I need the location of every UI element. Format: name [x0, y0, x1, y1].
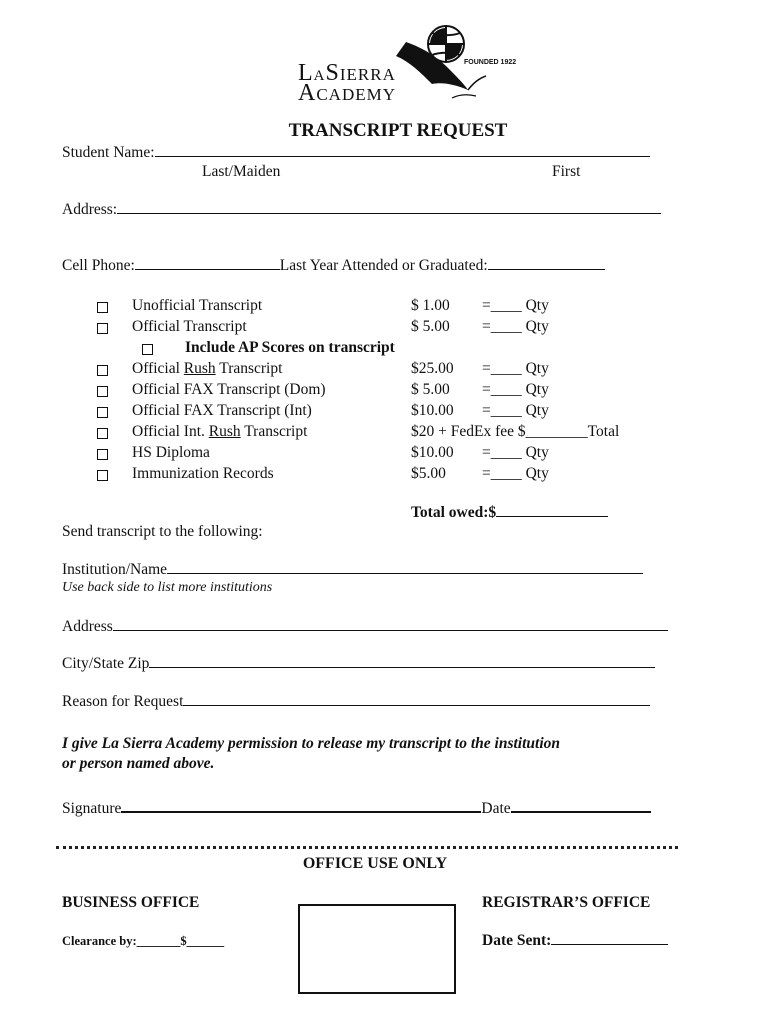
- city-state-row: [62, 655, 655, 673]
- item-price: $10.00: [411, 444, 454, 461]
- item-price: $ 5.00: [411, 381, 450, 398]
- institution-row: [62, 561, 643, 579]
- total-owed-label: Total owed:$: [411, 504, 497, 521]
- address2-field[interactable]: [113, 618, 668, 631]
- checkbox-official[interactable]: [97, 323, 108, 334]
- business-office-title: BUSINESS OFFICE: [62, 894, 200, 911]
- page-title: TRANSCRIPT REQUEST: [288, 120, 508, 141]
- last-year-field[interactable]: [488, 257, 605, 270]
- checkbox-hs-diploma[interactable]: [97, 449, 108, 460]
- item-label: Official FAX Transcript (Dom): [132, 381, 326, 398]
- first-name-label: First: [552, 163, 581, 180]
- item-label: Official Transcript: [132, 318, 247, 335]
- checkbox-fax-dom[interactable]: [97, 386, 108, 397]
- item-price: $ 5.00: [411, 318, 450, 335]
- signature-field[interactable]: [121, 799, 481, 813]
- item-label: HS Diploma: [132, 444, 210, 461]
- office-stamp-box[interactable]: [298, 904, 456, 994]
- item-price: $10.00: [411, 402, 454, 419]
- reason-field[interactable]: [183, 693, 650, 706]
- founded-text: FOUNDED 1922: [464, 59, 517, 66]
- date-field[interactable]: [511, 799, 651, 813]
- checkbox-official-rush[interactable]: [97, 365, 108, 376]
- student-name-field[interactable]: [155, 144, 650, 157]
- signature-label: Signature: [62, 800, 122, 817]
- cell-phone-label: Cell Phone:: [62, 257, 135, 274]
- item-qty: =____ Qty: [482, 381, 549, 398]
- institution-field[interactable]: [167, 561, 643, 574]
- item-qty: =____ Qty: [482, 465, 549, 482]
- total-owed-field[interactable]: [496, 504, 608, 517]
- last-year-label: Last Year Attended or Graduated:: [279, 257, 488, 274]
- checkbox-immunization[interactable]: [97, 470, 108, 481]
- send-to-label: Send transcript to the following:: [62, 523, 263, 540]
- date-sent-label: Date Sent:: [482, 932, 552, 949]
- item-qty: =____ Qty: [482, 297, 549, 314]
- item-label: Official Rush Transcript: [132, 360, 283, 377]
- city-state-field[interactable]: [149, 655, 655, 668]
- logo-line2: ACADEMY: [298, 80, 397, 106]
- signature-row: [62, 799, 651, 818]
- last-maiden-label: Last/Maiden: [202, 163, 281, 180]
- cell-phone-field[interactable]: [135, 257, 280, 270]
- item-qty: =____ Qty: [482, 318, 549, 335]
- address-row: [62, 201, 661, 219]
- address2-row: [62, 618, 668, 636]
- address-label: Address:: [62, 201, 118, 218]
- registrar-office-title: REGISTRAR’S OFFICE: [482, 894, 651, 911]
- item-price: $5.00: [411, 465, 446, 482]
- checkbox-fax-int[interactable]: [97, 407, 108, 418]
- dotted-divider: [56, 846, 678, 849]
- item-qty: =____ Qty: [482, 444, 549, 461]
- address2-label: Address: [62, 618, 113, 635]
- phone-row: [62, 257, 605, 275]
- item-price: $25.00: [411, 360, 454, 377]
- institution-label: Institution/Name: [62, 561, 168, 578]
- date-label: Date: [481, 800, 511, 817]
- item-price: $20 + FedEx fee $________Total: [411, 423, 620, 440]
- clearance-field[interactable]: Clearance by:_______$______: [62, 934, 225, 948]
- checkbox-unofficial[interactable]: [97, 302, 108, 313]
- student-name-label: Student Name:: [62, 144, 155, 161]
- permission-line2: or person named above.: [62, 755, 215, 772]
- city-state-label: City/State Zip: [62, 655, 150, 672]
- institution-note: Use back side to list more institutions: [62, 580, 273, 595]
- checkbox-int-rush[interactable]: [97, 428, 108, 439]
- item-qty: =____ Qty: [482, 360, 549, 377]
- checkbox-ap-scores[interactable]: [142, 344, 153, 355]
- total-owed-row: [411, 504, 608, 522]
- school-logo: [296, 24, 516, 109]
- date-sent-field[interactable]: [551, 932, 668, 945]
- logo-line1: LASIERRA: [298, 60, 396, 86]
- reason-row: [62, 693, 650, 711]
- item-qty: =____ Qty: [482, 402, 549, 419]
- reason-label: Reason for Request: [62, 693, 184, 710]
- address-field[interactable]: [117, 201, 661, 214]
- date-sent-row: [482, 932, 668, 950]
- item-label: Official FAX Transcript (Int): [132, 402, 312, 419]
- item-label: Official Int. Rush Transcript: [132, 423, 308, 440]
- student-name-row: [62, 144, 650, 162]
- item-price: $ 1.00: [411, 297, 450, 314]
- item-label: Unofficial Transcript: [132, 297, 263, 314]
- ap-scores-label: Include AP Scores on transcript: [185, 339, 395, 356]
- office-use-title: OFFICE USE ONLY: [302, 855, 448, 872]
- permission-line1: I give La Sierra Academy permission to release my transcript to the institution: [62, 735, 561, 752]
- item-label: Immunization Records: [132, 465, 274, 482]
